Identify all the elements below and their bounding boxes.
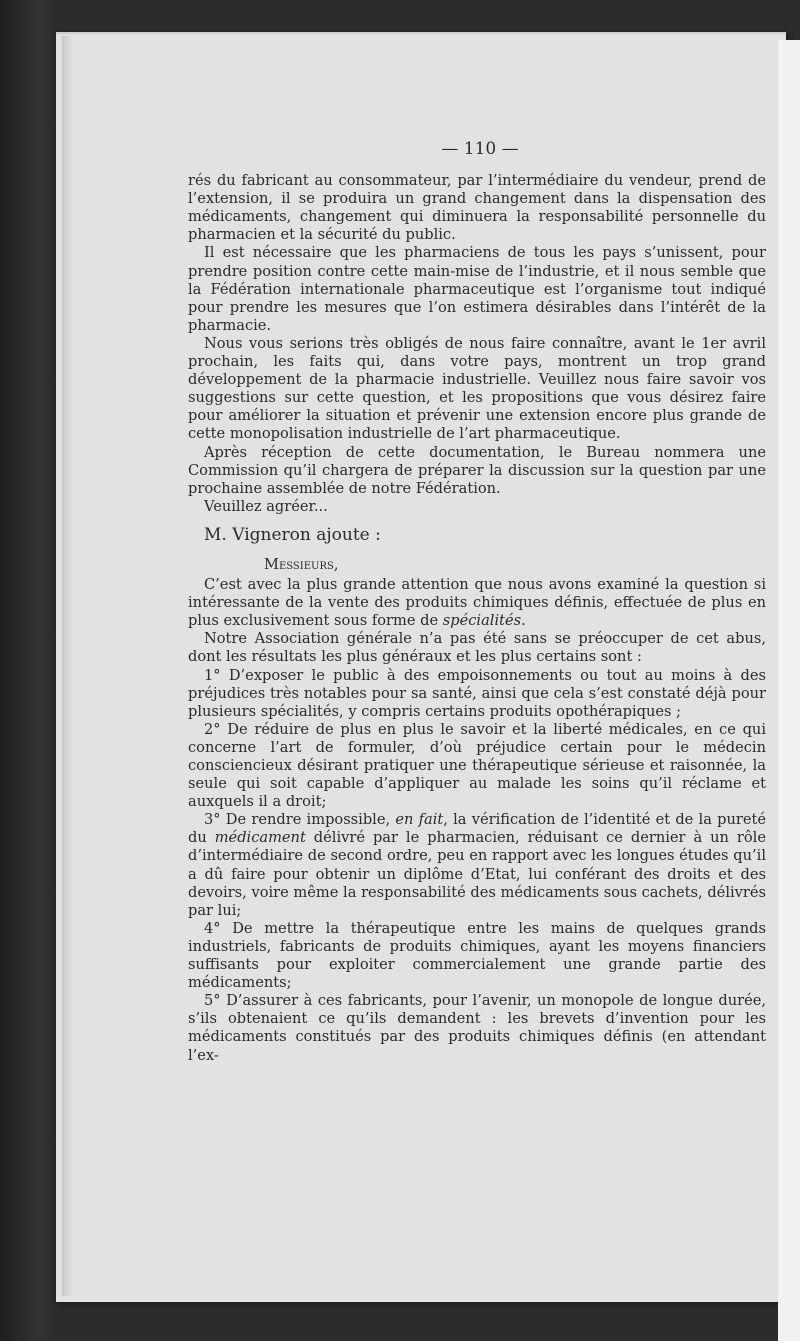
paragraph-6-emphasis: spécialités bbox=[442, 612, 522, 630]
list-item-3-emphasis-2: médicament bbox=[214, 829, 306, 847]
list-item-4: 4° De mettre la thérapeutique entre les mains de quelques grands industriels, fabricants de produits chimiques, ayant les moyens financiers suffisants pour exploiter commercialement une grande partie des médicaments; bbox=[188, 919, 766, 992]
paragraph-6 bbox=[188, 576, 766, 630]
paragraph-6-text: C’est avec la plus grande attention que nous avons examiné la question si intéressante de la vente des produits chimiques définis, effectuée de plus en plus exclusivement sous forme de bbox=[188, 576, 766, 630]
paragraph-4: Après réception de cette documentation, le Bureau nommera une Commission qu’il chargera de préparer la discussion sur la question par une prochaine assemblée de notre Fédération. bbox=[188, 443, 766, 497]
paragraph-1: rés du fabricant au consommateur, par l’intermédiaire du vendeur, prend de l’extension, il se produira un grand changement dans la dispensation des médicaments, changement qui diminuera la responsabilité personnelle du pharmacien et la sécurité du public. bbox=[188, 172, 766, 244]
list-item-3-text-c: délivré par le pharmacien, réduisant ce dernier à un rôle d’intermédiaire de second ordre, peu en rapport avec les longues études qu’il a dû faire pour obtenir un diplôme d’Etat, lui conférant des droits et des devoirs, voire même la responsabilité des médicaments sous cachets, délivrés par lui; bbox=[188, 829, 766, 919]
page-body bbox=[188, 140, 766, 1065]
list-item-5: 5° D’assurer à ces fabricants, pour l’avenir, un monopole de longue durée, s’ils obtenaient ce qu’ils demandent : les brevets d’invention pour les médicaments constitués par des produits chimiques définis (en attendant l’ex- bbox=[188, 992, 766, 1064]
salutation: Messieurs, bbox=[264, 555, 339, 573]
paragraph-7: Notre Association générale n’a pas été sans se préoccuper de cet abus, dont les résultats les plus généraux et les plus certains sont : bbox=[188, 630, 766, 666]
paragraph-2: Il est nécessaire que les pharmaciens de tous les pays s’unissent, pour prendre position contre cette main-mise de l’industrie, et il nous semble que la Fédération internationale pharmaceutique est l’organisme tout indiqué pour prendre les mesures que l’on estimera désirables dans l’intérêt de la pharmacie. bbox=[188, 244, 766, 334]
list-item-3-text-a: 3° De rendre impossible, bbox=[204, 811, 396, 829]
closing-formula: Veuillez agréer... bbox=[204, 497, 328, 515]
list-item-3 bbox=[188, 811, 766, 920]
list-item-3-text-b: , la vérification de l’identité et de la pureté du bbox=[188, 811, 766, 847]
section-heading: M. Vigneron ajoute : bbox=[204, 524, 381, 545]
list-item-1: 1° D’exposer le public à des empoisonnements ou tout au moins à des préjudices très notables pour sa santé, ainsi que cela s’est constaté déjà pour plusieurs spécialités, y compris certains produits opothérapiques ; bbox=[188, 666, 766, 720]
next-page-edge bbox=[778, 40, 800, 1341]
binding-edge-shadow bbox=[62, 36, 72, 1296]
list-item-2: 2° De réduire de plus en plus le savoir et la liberté médicales, en ce qui concerne l’art de formuler, d’où préjudice certain pour le médecin consciencieux désirant pratiquer une thérapeutique sérieuse et raisonnée, la seule qui soit capable d’appliquer au malade les soins qu’il réclame et auxquels il a droit; bbox=[188, 720, 766, 811]
paragraph-6-end: . bbox=[521, 612, 526, 630]
list-item-3-emphasis-1: en fait bbox=[395, 811, 444, 829]
page-number: — 110 — bbox=[441, 139, 519, 159]
paragraph-3: Nous vous serions très obligés de nous faire connaître, avant le 1er avril prochain, les faits qui, dans votre pays, montrent un trop grand développement de la pharmacie industrielle. Veuillez nous faire savoir vos suggestions sur cette question, et les propositions que vous désirez faire pour améliorer la situation et prévenir une extension encore plus grande de cette monopolisation industrielle de l’art pharmaceutique. bbox=[188, 334, 766, 443]
